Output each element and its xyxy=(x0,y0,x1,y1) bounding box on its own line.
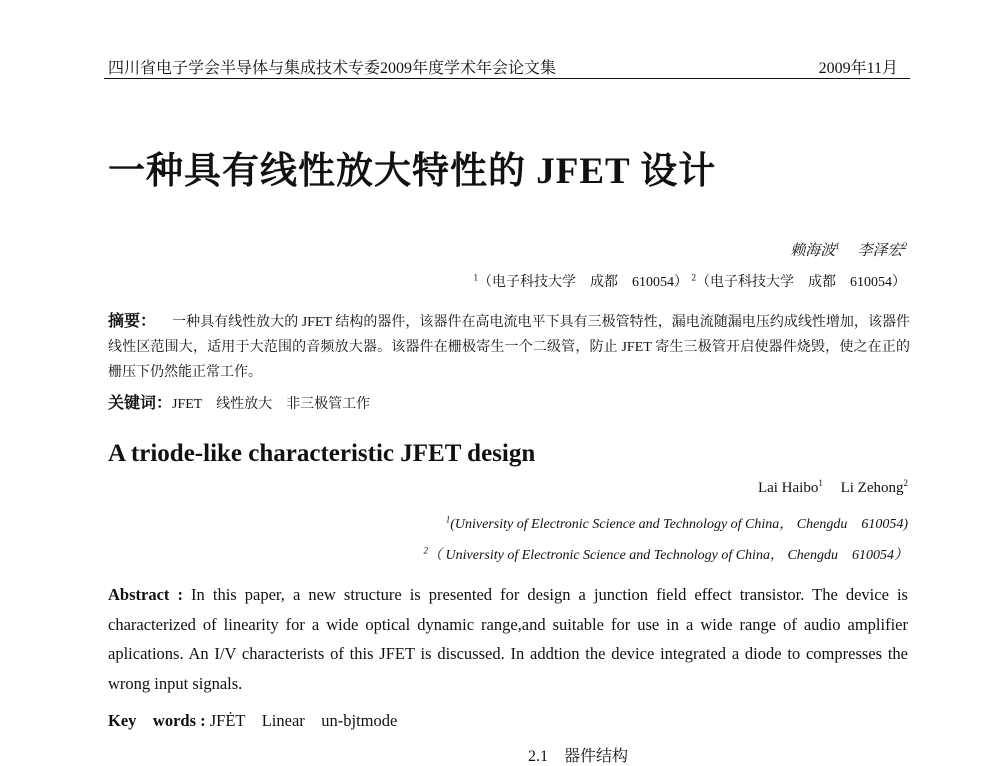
running-header-date: 2009年11月 xyxy=(818,60,898,77)
abstract-en-text: In this paper, a new structure is presented for design a junction field effect transistor. The device is characterized of linearity for a wide optical dynamic range,and suitable for use in a wide range of audio amplifier aplications. An I/V characterists of this JFET is discussed. In addtion the device integrated a diode to compresses the wrong input signals. xyxy=(108,585,908,693)
affil-en-1-text: (University of Electronic Science and Technology of China， Chengdu 610054) xyxy=(450,517,908,532)
abstract-cn xyxy=(108,309,910,385)
keywords-cn xyxy=(108,390,370,413)
author-en-1: Lai Haibo xyxy=(757,480,819,496)
affil-cn-1-sup: 1 xyxy=(473,272,478,283)
paper-title-cn: 一种具有线性放大特性的 JFET 设计 xyxy=(108,151,717,192)
author-en-1-sup: 1 xyxy=(818,478,823,488)
affiliation-en-2 xyxy=(424,544,908,564)
author-cn-1-sup: 1 xyxy=(835,241,840,251)
affil-en-1-sup: 1 xyxy=(445,514,451,525)
running-header-journal: 四川省电子学会半导体与集成技术专委2009年度学术年会论文集 xyxy=(108,60,557,77)
abstract-en xyxy=(108,580,908,698)
keywords-cn-text: JFET 线性放大 非三极管工作 xyxy=(172,397,371,412)
paper-title-en: A triode-like characteristic JFET design xyxy=(108,440,536,467)
keywords-en-text: JFĖT Linear un-bjtmode xyxy=(209,711,398,730)
abstract-cn-label: 摘要： xyxy=(108,313,157,330)
section-heading: 2.1 器件结构 xyxy=(528,748,629,765)
abstract-cn-text: 一种具有线性放大的 JFET 结构的器件，该器件在高电流电平下具有三极管特性，漏电流随漏电压约成线性增加，该器件线性区范围大，适用于大范围的音频放大器。该器件在栅极寄生一个二级管，防止 JFET 寄生三极管开启使器件烧毁，使之在正的栅压下仍然能正常工作。 xyxy=(108,315,910,380)
affil-cn-1: （电子科技大学 成都 610054） xyxy=(478,275,688,290)
keywords-en xyxy=(108,707,397,731)
affiliation-en-1 xyxy=(446,513,908,533)
affiliations-cn xyxy=(474,271,907,291)
author-cn-1: 赖海波 xyxy=(790,243,836,259)
author-cn-2-sup: 2 xyxy=(902,241,907,251)
affil-cn-2-sup: 2 xyxy=(691,272,696,283)
keywords-en-label: Key words : xyxy=(108,711,206,730)
abstract-en-label: Abstract : xyxy=(108,585,183,604)
affil-cn-2: （电子科技大学 成都 610054） xyxy=(696,275,906,290)
author-cn-2: 李泽宏 xyxy=(857,243,903,259)
affil-en-2-sup: 2 xyxy=(423,545,429,556)
header-rule xyxy=(104,78,910,79)
authors-cn xyxy=(790,239,907,260)
keywords-cn-label: 关键词： xyxy=(108,395,173,412)
author-en-2-sup: 2 xyxy=(903,478,908,488)
affil-en-2-text: （ University of Electronic Science and Technology of China， Chengdu 610054） xyxy=(428,548,908,563)
authors-en xyxy=(758,480,908,497)
author-en-2: Li Zehong xyxy=(840,480,904,496)
